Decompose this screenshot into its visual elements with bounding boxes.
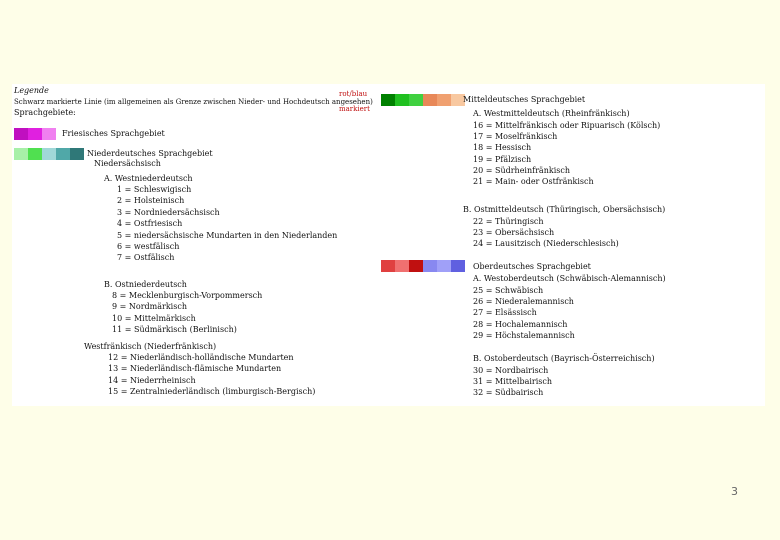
legend-item: 24 = Lausitzisch (Niederschlesisch) [473, 239, 619, 249]
niedersaechsisch-label: Niedersächsisch [94, 159, 161, 168]
legend-item: 11 = Südmärkisch (Berlinisch) [112, 325, 237, 335]
legend-item: 6 = westfälisch [117, 242, 180, 251]
color-swatch [423, 260, 437, 272]
legend-item: 22 = Thüringisch [473, 217, 544, 226]
legend-item: 12 = Niederländisch-holländische Mundarten [108, 353, 294, 362]
legend-item: 28 = Hochalemannisch [473, 319, 568, 329]
legend-item: 27 = Elsässisch [473, 308, 537, 318]
friesisch-swatches [14, 128, 56, 140]
legend-item: 8 = Mecklenburgisch-Vorpommersch [112, 291, 263, 300]
niederdeutsch-swatches [14, 148, 84, 160]
legend-item: 19 = Pfälzisch [473, 154, 532, 164]
color-swatch [409, 94, 423, 106]
west-nd-head: A. Westniederdeutsch [104, 174, 193, 183]
legend-item: 15 = Zentralniederländisch (limburgisch-Bergisch) [108, 387, 316, 397]
legend-item: 4 = Ostfriesisch [117, 219, 183, 229]
mitteldeutsch-swatches [381, 94, 465, 106]
west-od-head: A. Westoberdeutsch (Schwäbisch-Alemannisch) [473, 274, 666, 283]
legend-item: 2 = Holsteinisch [117, 196, 185, 206]
color-swatch [381, 94, 395, 106]
color-swatch [437, 260, 451, 272]
color-swatch [395, 94, 409, 106]
legend-item: 18 = Hessisch [473, 143, 532, 153]
legend-item: 7 = Ostfälisch [117, 253, 175, 263]
oberdeutsch-label: Oberdeutsches Sprachgebiet [473, 262, 591, 271]
areas-label: Sprachgebiete: [14, 108, 76, 117]
red-note-2: markiert [339, 105, 370, 113]
legend-item: 14 = Niederrheinisch [108, 375, 196, 385]
legend-item: 25 = Schwäbisch [473, 286, 544, 295]
legend-item: 10 = Mittelmärkisch [112, 313, 196, 323]
color-swatch [437, 94, 451, 106]
legend-item: 16 = Mittelfränkisch oder Ripuarisch (Kölsch) [473, 121, 661, 130]
legend-item: 20 = Südrheinfränkisch [473, 165, 570, 175]
ost-od-head: B. Ostoberdeutsch (Bayrisch-Österreichisch) [473, 354, 655, 363]
page-number: 3 [731, 485, 738, 498]
color-swatch [42, 148, 56, 160]
legend-item: 1 = Schleswigisch [117, 185, 192, 194]
legend-item: 23 = Obersächsisch [473, 228, 555, 238]
legend-item: 5 = niedersächsische Mundarten in den Niederlanden [117, 230, 338, 240]
legend-item: 21 = Main- oder Ostfränkisch [473, 177, 594, 186]
legend-item: 13 = Niederländisch-flämische Mundarten [108, 364, 282, 374]
friesisch-label: Friesisches Sprachgebiet [62, 129, 165, 138]
ost-nd-head: B. Ostniederdeutsch [104, 280, 187, 289]
color-swatch [28, 148, 42, 160]
color-swatch [409, 260, 423, 272]
color-swatch [395, 260, 409, 272]
legend-item: 30 = Nordbairisch [473, 366, 549, 375]
ost-md-head: B. Ostmitteldeutsch (Thüringisch, Obersächsisch) [463, 205, 666, 214]
legend-item: 26 = Niederalemannisch [473, 297, 574, 307]
west-md-head: A. Westmitteldeutsch (Rheinfränkisch) [473, 109, 630, 118]
legend-item: 31 = Mittelbairisch [473, 377, 553, 387]
color-swatch [14, 148, 28, 160]
legend-title: Legende [14, 86, 49, 95]
westfr-head: Westfränkisch (Niederfränkisch) [84, 342, 217, 351]
color-swatch [56, 148, 70, 160]
color-swatch [14, 128, 28, 140]
legend-item: 9 = Nordmärkisch [112, 302, 187, 312]
red-note-1: rot/blau [339, 90, 368, 98]
mitteldeutsch-label: Mitteldeutsches Sprachgebiet [463, 95, 586, 104]
legend-item: 29 = Höchstalemannisch [473, 330, 575, 340]
color-swatch [451, 260, 465, 272]
legend-item: 3 = Nordniedersächsisch [117, 207, 220, 217]
legend-item: 17 = Moselfränkisch [473, 132, 558, 142]
color-swatch [42, 128, 56, 140]
legend-item: 32 = Südbairisch [473, 388, 544, 398]
line-note: Schwarz markierte Linie (im allgemeinen als Grenze zwischen Nieder- und Hochdeutsch angesehen) [14, 98, 373, 106]
color-swatch [381, 260, 395, 272]
color-swatch [423, 94, 437, 106]
niederdeutsch-label: Niederdeutsches Sprachgebiet [87, 149, 213, 158]
color-swatch [70, 148, 84, 160]
oberdeutsch-swatches [381, 260, 465, 272]
legend-panel [12, 84, 765, 406]
color-swatch [28, 128, 42, 140]
